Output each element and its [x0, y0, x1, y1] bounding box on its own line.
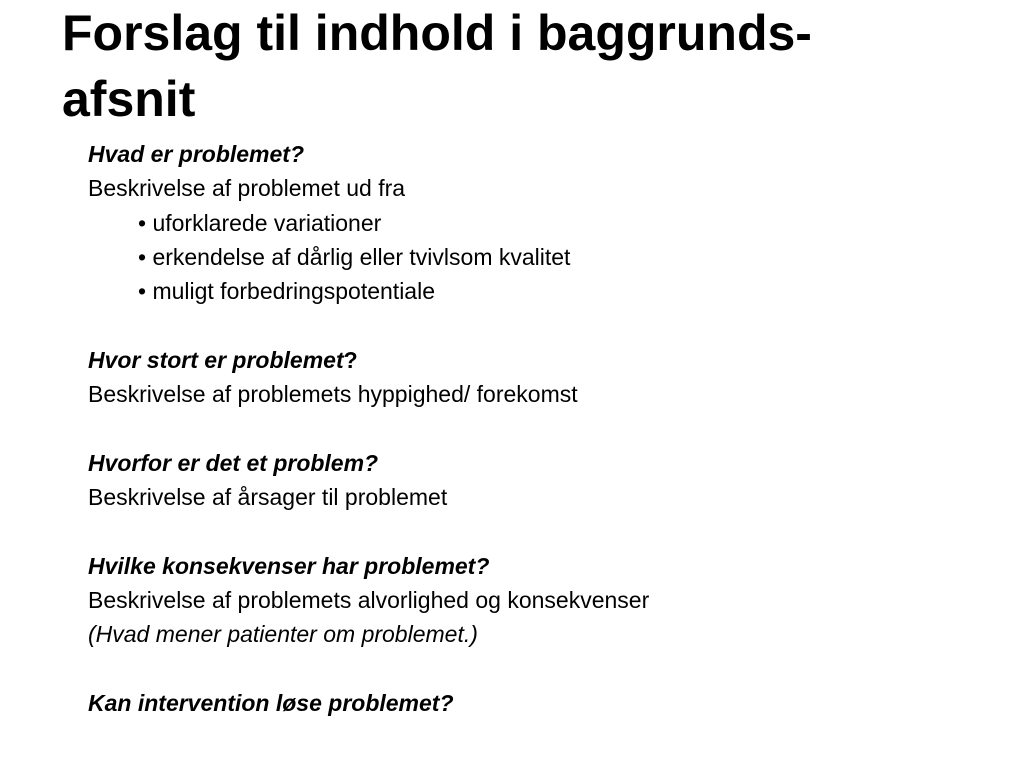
spacer [88, 411, 988, 445]
question-mark: ? [343, 346, 358, 373]
slide-title [62, 0, 1002, 132]
question-can-intervention-solve: Kan intervention løse problemet? [88, 689, 454, 716]
question-why-is-problem: Hvorfor er det et problem? [88, 449, 379, 476]
description-severity: Beskrivelse af problemets alvorlighed og konsekvenser [88, 586, 650, 613]
question-what-is-problem: Hvad er problemet? [88, 141, 304, 167]
question-how-big-is-problem [88, 343, 988, 377]
description-causes: Beskrivelse af årsager til problemet [88, 483, 448, 510]
note-patients-opinion: (Hvad mener patienter om problemet.) [88, 621, 478, 648]
bullet-unexplained-variations: • uforklarede variationer [138, 209, 382, 236]
slide-body [88, 137, 988, 720]
question-consequences: Hvilke konsekvenser har problemet? [88, 552, 490, 579]
bullet-poor-quality: • erkendelse af dårlig eller tvivlsom kvalitet [138, 243, 571, 270]
spacer [88, 514, 988, 548]
question-how-big-text: Hvor stort er problemet [88, 346, 344, 373]
bullet-improvement-potential: • muligt forbedringspotentiale [138, 278, 436, 305]
spacer [88, 651, 988, 685]
title-line-2: afsnit [62, 71, 196, 127]
title-line-1: Forslag til indhold i baggrunds- [62, 5, 812, 61]
description-frequency: Beskrivelse af problemets hyppighed/ forekomst [88, 381, 578, 408]
description-problem-basis: Beskrivelse af problemet ud fra [88, 175, 406, 202]
spacer [88, 308, 988, 342]
